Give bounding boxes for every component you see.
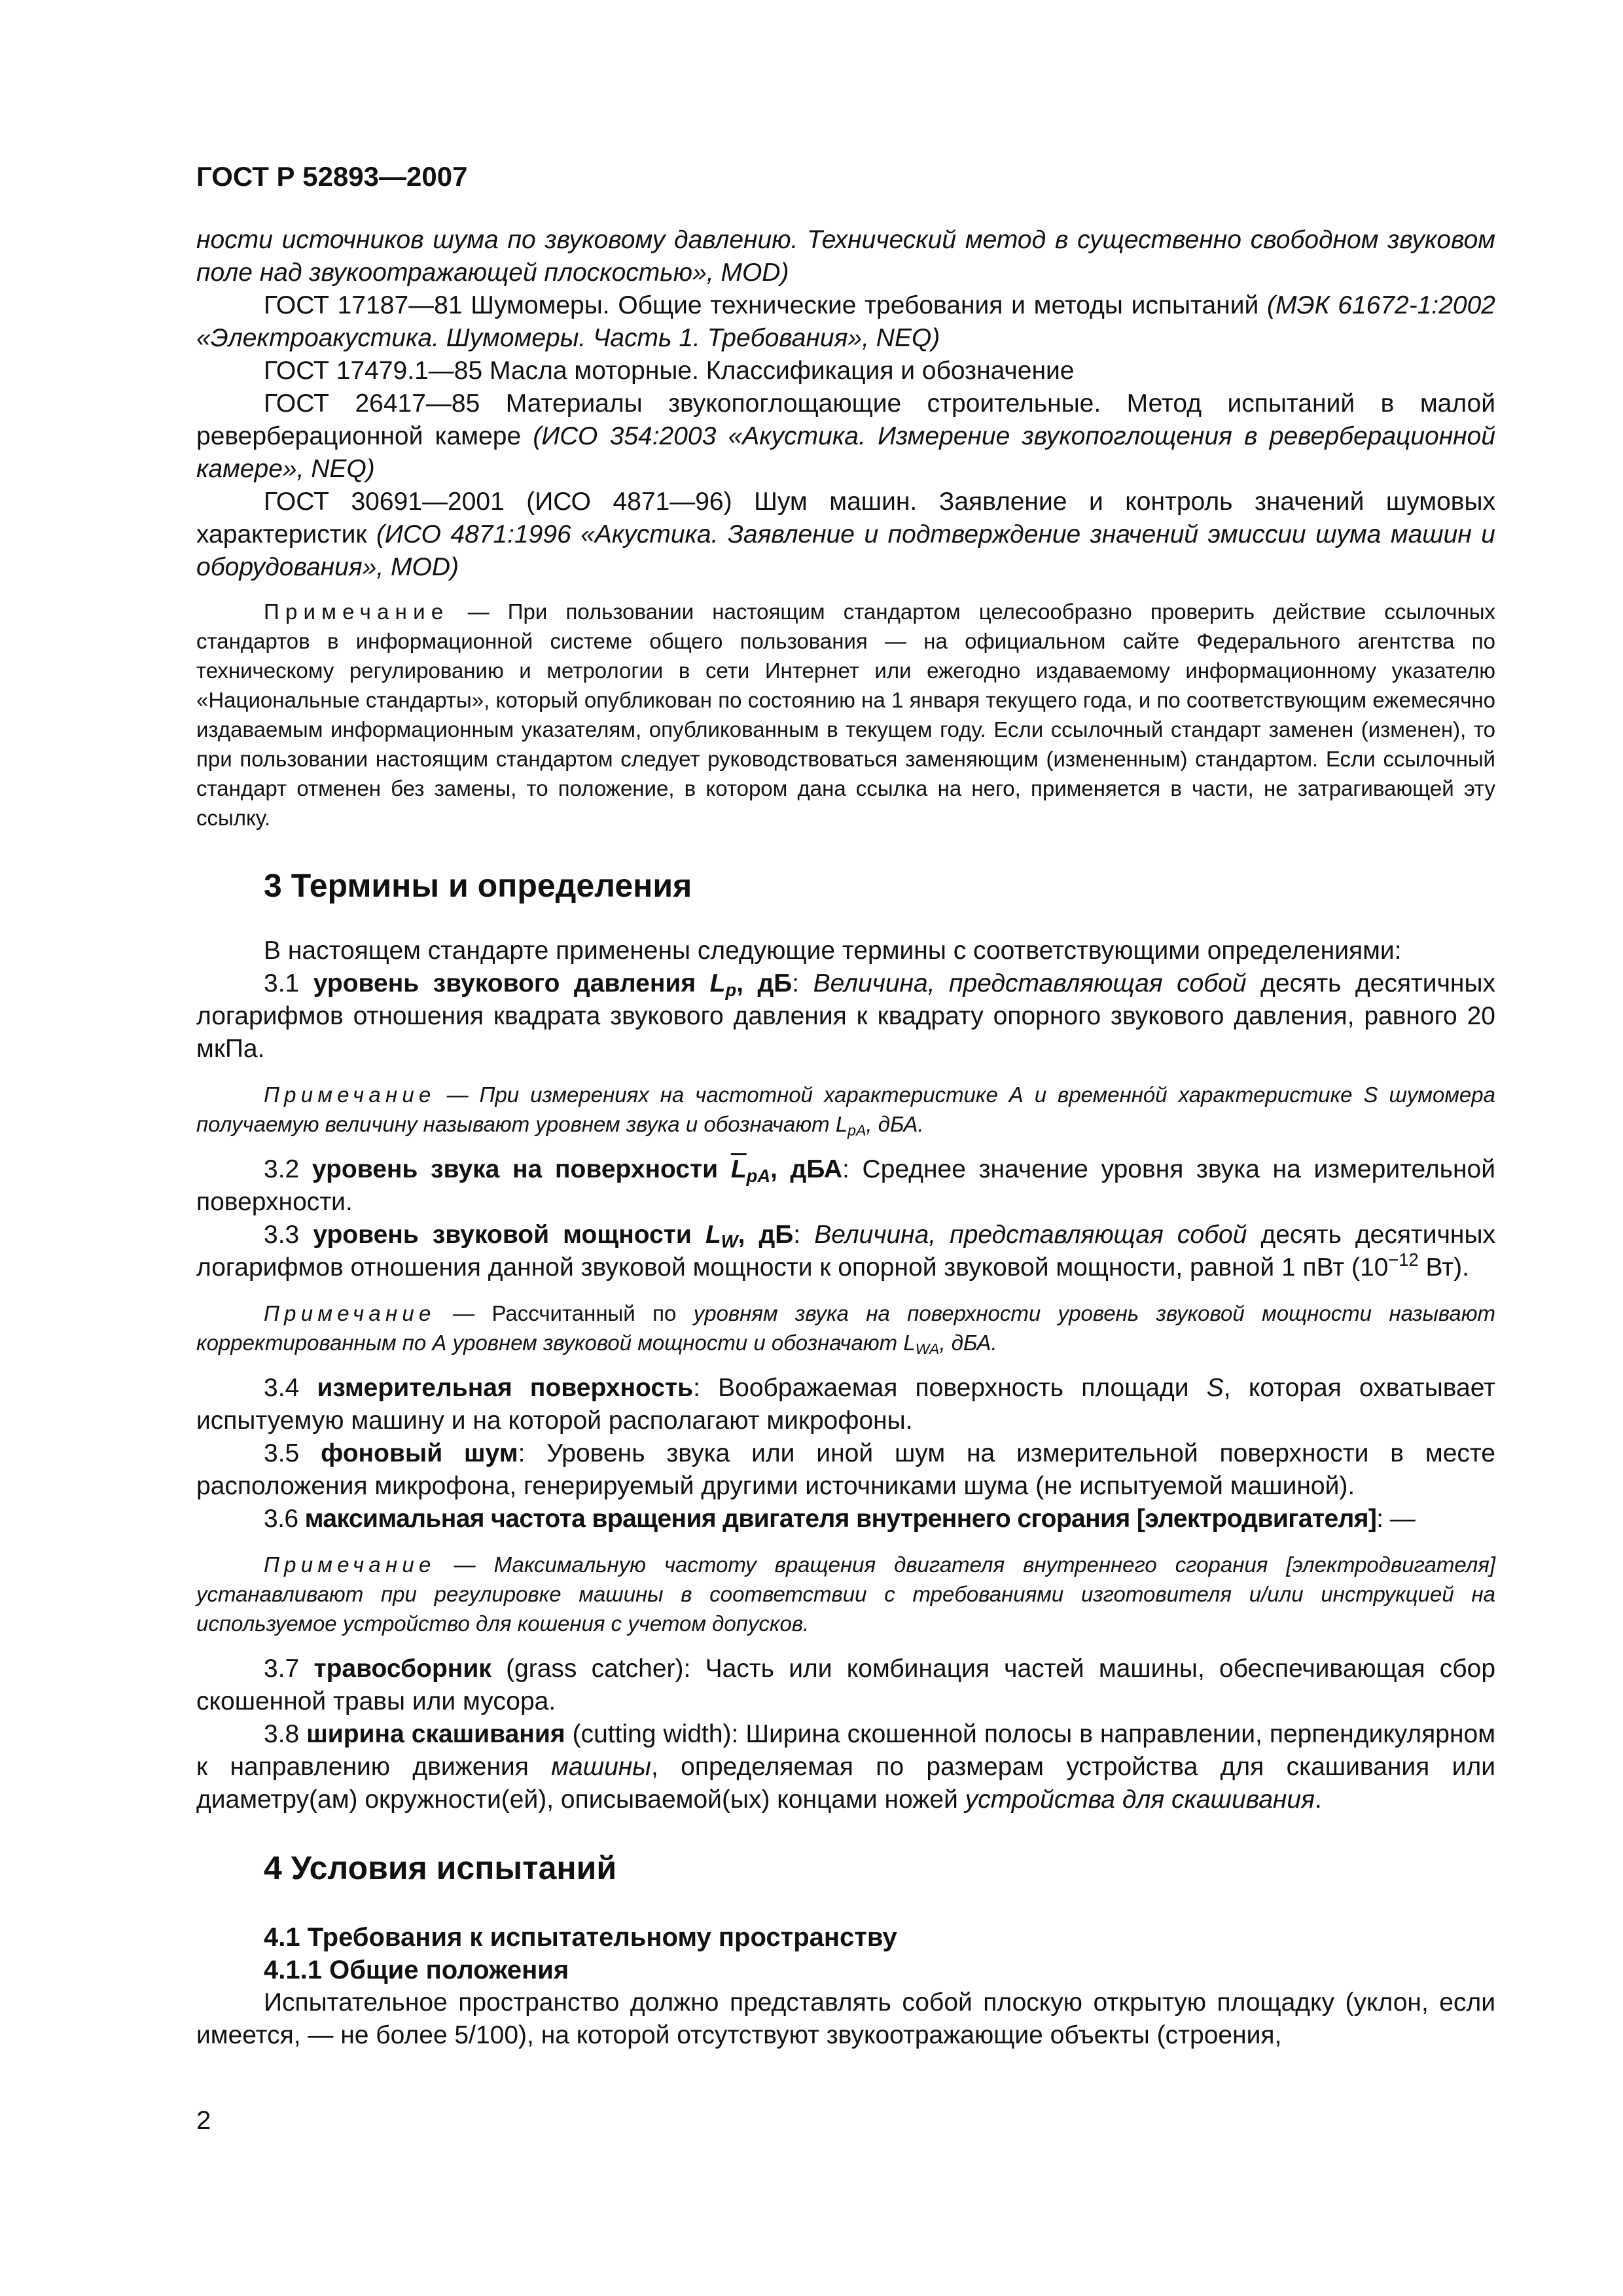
reference-gost-17479: ГОСТ 17479.1—85 Масла моторные. Классификация и обозначение xyxy=(264,357,1075,385)
subsection-4-1-1-title: 4.1.1 Общие положения xyxy=(264,1956,569,1984)
term-3-2: 3.2 уровень звука на поверхности $\overline{L}_{pA}$, дБА: Среднее значение уровня звука на измерительной поверхности. xyxy=(196,1155,1496,1216)
document-header: ГОСТ Р 52893—2007 xyxy=(196,161,468,192)
reference-gost-30691: ГОСТ 30691—2001 (ИСО 4871—96) Шум машин. Заявление и контроль значений шумовых характеристик (ИСО 4871:1996 «Акустика. Заявление и подтверждение значений эмиссии шума машин и оборудования», MOD) xyxy=(196,488,1496,581)
note-3-1: Примечание — При измерениях на частотной характеристике А и временно́й характеристике S шумомера получаемую величину называют уровнем звука и обозначают $L_{pA}$, дБА. xyxy=(196,1083,1495,1139)
term-3-7: 3.7 травосборник (grass catcher): Часть или комбинация частей машины, обеспечивающая сбор скошенной травы или мусора. xyxy=(196,1655,1496,1715)
note-3-6: Примечание — Максимальную частоту вращения двигателя внутреннего сгорания [электродвигателя] устанавливают при регулировке машины в соответствии с требованиями изготовителя и/или инструкцией на используемое устройство для кошения с учетом допусков. xyxy=(196,1552,1496,1636)
page-content xyxy=(196,224,1495,2052)
term-3-1: 3.1 уровень звукового давления $L_p$, дБ: Величина, представляющая собой десять десятичных логарифмов отношения квадрата звукового давления к квадрату опорного звукового давления, равного 20 мкПа. xyxy=(196,969,1495,1063)
subsection-4-1-title: 4.1 Требования к испытательному пространству xyxy=(264,1923,897,1952)
page-number: 2 xyxy=(196,2106,211,2135)
reference-gost-26417: ГОСТ 26417—85 Материалы звукопоглощающие строительные. Метод испытаний в малой реверберационной камере (ИСО 354:2003 «Акустика. Измерение звукопоглощения в реверберационной камере», NEQ) xyxy=(196,389,1496,483)
note-references: Примечание — При пользовании настоящим стандартом целесообразно проверить действие ссылочных стандартов в информационной системе общего пользования — на официальном сайте Федерального агентства по техническому регулированию и метрологии в сети Интернет или ежегодно издаваемому информационному указателю «Национальные стандарты», который опубликован по состоянию на 1 января текущего года, и по соответствующим ежемесячно издаваемым информационным указателям, опубликованным в текущем году. Если ссылочный стандарт заменен (изменен), то при пользовании настоящим стандартом следует руководствоваться заменяющим (измененным) стандартом. Если ссылочный стандарт отменен без замены, то положение, в котором дана ссылка на него, применяется в части, не затрагивающей эту ссылку. xyxy=(196,600,1496,830)
reference-continuation: ности источников шума по звуковому давлению. Технический метод в существенно свободном звуковом поле над звукоотражающей плоскостью», MOD) xyxy=(196,226,1495,287)
term-3-8: 3.8 ширина скашивания (cutting width): Ширина скошенной полосы в направлении, перпендикулярном к направлению движения машины, определяемая по размерам устройства для скашивания или диаметру(ам) окружности(ей), описываемой(ых) концами ножей устройства для скашивания. xyxy=(196,1720,1496,1814)
section-3-title: 3 Термины и определения xyxy=(264,867,692,904)
term-3-5: 3.5 фоновый шум: Уровень звука или иной шум на измерительной поверхности в месте расположения микрофона, генерируемый другими источниками шума (не испытуемой машиной). xyxy=(196,1439,1495,1500)
section-3-intro: В настоящем стандарте применены следующие термины с соответствующими определениями: xyxy=(264,937,1402,965)
term-3-3: 3.3 уровень звуковой мощности $L_W$, дБ: Величина, представляющая собой десять десятичных логарифмов отношения данной звуковой мощности к опорной звуковой мощности, равной 1 пВт ($10^{-12}$ Вт). xyxy=(196,1221,1495,1282)
term-3-6: 3.6 максимальная частота вращения двигателя внутреннего сгорания [электродвигателя]: — xyxy=(264,1505,1416,1533)
term-3-4: 3.4 измерительная поверхность: Воображаемая поверхность площади S, которая охватывает испытуемую машину и на которой располагают микрофоны. xyxy=(196,1374,1495,1435)
reference-gost-17187: ГОСТ 17187—81 Шумомеры. Общие технические требования и методы испытаний (МЭК 61672-1:2002 «Электроакустика. Шумомеры. Часть 1. Требования», NEQ) xyxy=(196,291,1496,352)
section-4-title: 4 Условия испытаний xyxy=(264,1850,617,1886)
section-4-paragraph: Испытательное пространство должно представлять собой плоскую открытую площадку (уклон, если имеется, — не более 5/100), на которой отсутствуют звукоотражающие объекты (строения, xyxy=(196,1988,1495,2049)
note-3-3: Примечание — Рассчитанный по уровням звука на поверхности уровень звуковой мощности называют корректированным по А уровнем звуковой мощности и обозначают $L_{WA}$, дБА. xyxy=(196,1301,1496,1357)
